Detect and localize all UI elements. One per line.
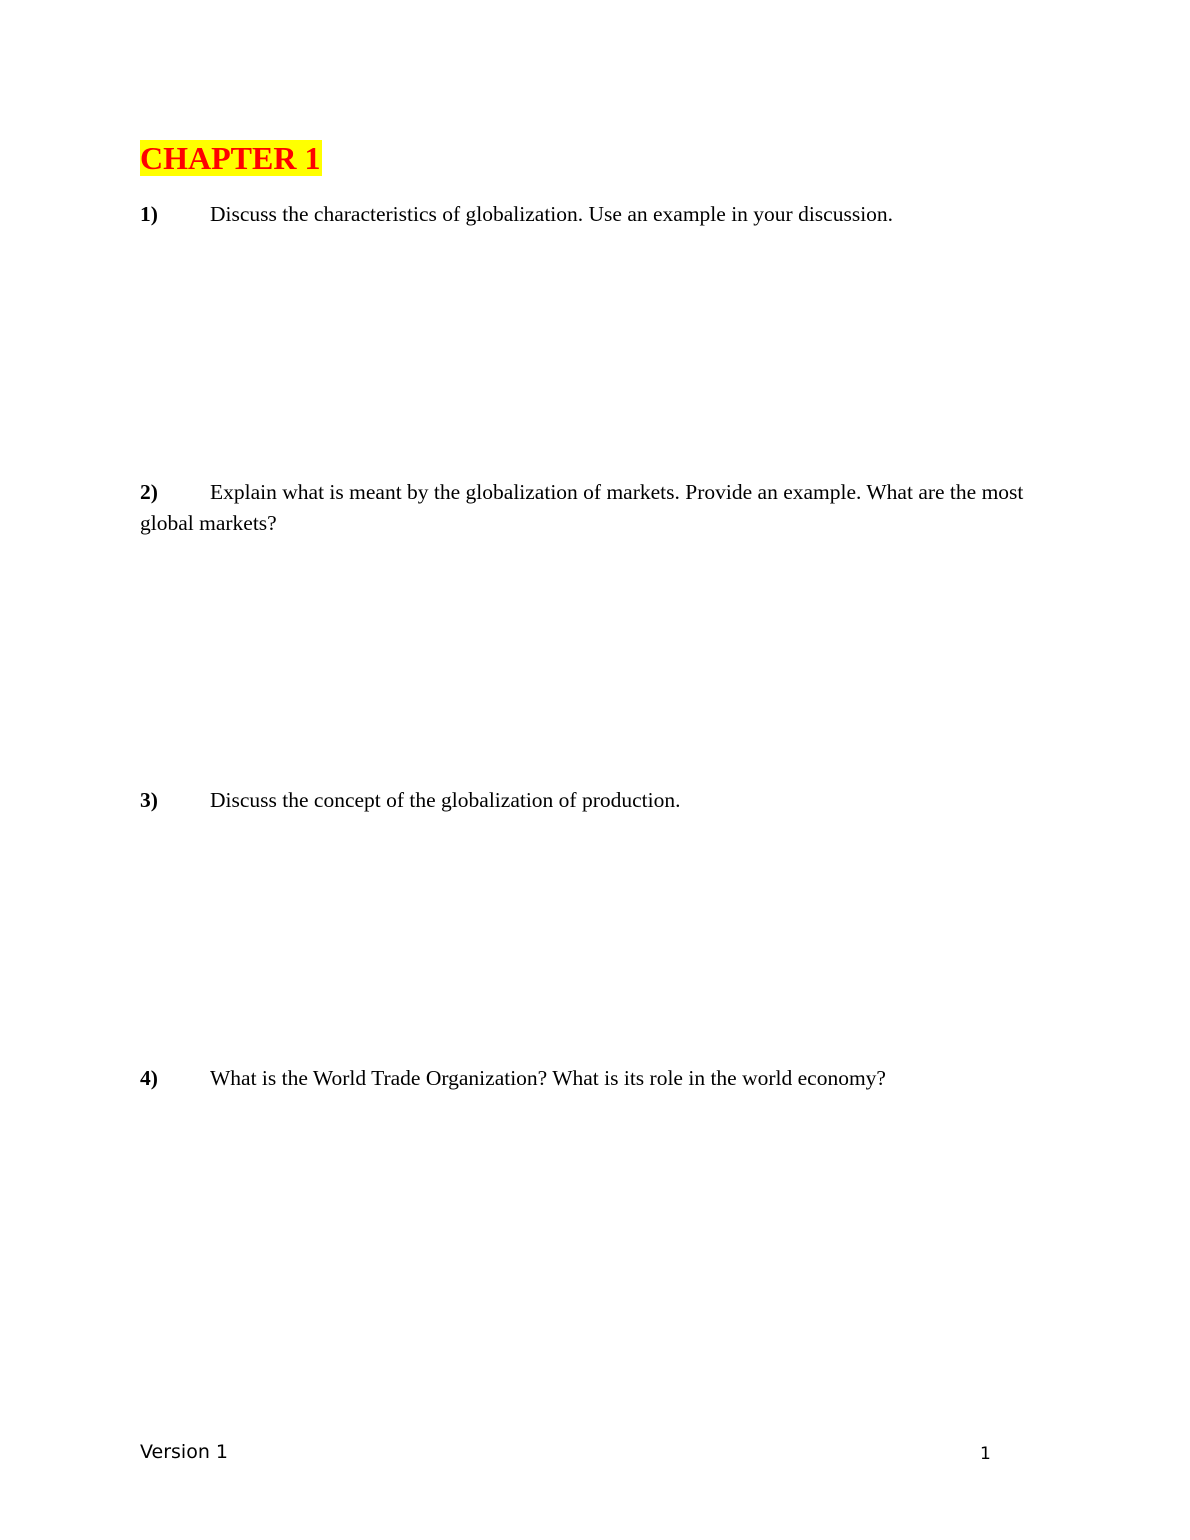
question-text: Discuss the concept of the globalization of production.: [210, 788, 681, 812]
question-text: Discuss the characteristics of globalization. Use an example in your discussion.: [210, 202, 894, 226]
question-text: Explain what is meant by the globalization of markets. Provide an example. What are the most global markets?: [140, 480, 1024, 535]
question-number: 1): [140, 202, 158, 226]
footer-version: Version 1: [140, 1441, 228, 1463]
question-text: What is the World Trade Organization? What is its role in the world economy?: [210, 1066, 886, 1090]
question-item: [140, 199, 1060, 230]
question-number: 4): [140, 1066, 158, 1090]
footer-page-number: 1: [980, 1444, 991, 1464]
question-number: 3): [140, 788, 158, 812]
question-item: [140, 1063, 1060, 1094]
chapter-title: CHAPTER 1: [140, 140, 321, 176]
question-item: [140, 785, 1060, 816]
question-number: 2): [140, 480, 158, 504]
question-item: [140, 477, 1060, 539]
